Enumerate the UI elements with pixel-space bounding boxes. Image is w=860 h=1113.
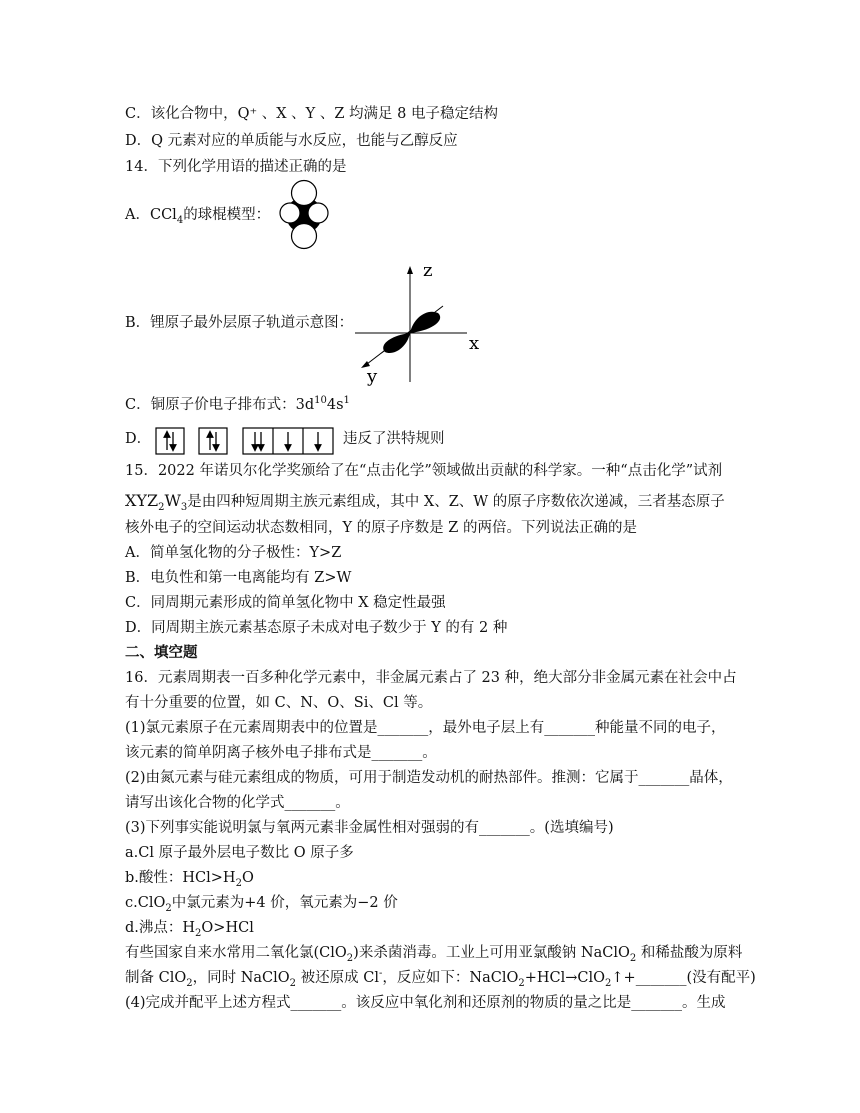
question-16-part2b: 请写出该化合物的化学式_______。 — [125, 795, 350, 811]
question-16-part1b: 该元素的简单阴离子核外电子排布式是_______。 — [125, 745, 437, 761]
question-16-line2: 有十分重要的位置，如 C、N、O、Si、Cl 等。 — [125, 695, 433, 711]
question-16-part4: (4)完成并配平上述方程式_______。该反应中氧化剂和还原剂的物质的量之比是_______。生成 — [125, 995, 726, 1011]
paragraph-line2: 制备 ClO$_2$，同时 NaClO$_2$ 被还原成 Cl-，反应如下：NaClO$_2$+HCl→ClO$_2$↑+_______(没有配平) — [125, 968, 756, 989]
option-15a: A．简单氢化物的分子极性：Y>Z — [125, 545, 342, 561]
option-14d-text: 违反了洪特规则 — [343, 431, 445, 447]
orbital-box-diagram — [155, 425, 341, 457]
question-15-line3: 核外电子的空间运动状态数相同，Y 的原子序数是 Z 的两倍。下列说法正确的是 — [125, 520, 637, 536]
option-14c: C．铜原子价电子排布式：$3d^{10}4s^1$ — [125, 395, 350, 413]
option-13c: C．该化合物中，Q⁺ 、X 、Y 、Z 均满足 8 电子稳定结构 — [125, 106, 498, 122]
p-orbital-diagram — [355, 260, 490, 392]
axis-label-y: y — [367, 366, 378, 387]
ccl4-ball-stick-model — [267, 179, 343, 251]
option-15b: B．电负性和第一电离能均有 Z>W — [125, 570, 352, 586]
question-16-part1a: (1)氯元素原子在元素周期表中的位置是_______，最外电子层上有_______种能量不同的电子， — [125, 720, 726, 736]
question-15-line1: 15．2022 年诺贝尔化学奖颁给了在“点击化学”领域做出贡献的科学家。一种“点击化学”试剂 — [125, 463, 723, 479]
choice-c: c.ClO$_2$中氯元素为+4 价，氧元素为−2 价 — [125, 895, 398, 914]
option-14a: A．CCl$_4$的球棍模型： — [125, 207, 271, 226]
axis-label-z: z — [423, 260, 433, 281]
choice-d: d.沸点：$H_2O>HCl$ — [125, 920, 254, 939]
option-13d: D．Q 元素对应的单质能与水反应，也能与乙醇反应 — [125, 133, 458, 149]
option-14b: B．锂原子最外层原子轨道示意图： — [125, 315, 354, 331]
option-14d-label: D． — [125, 431, 152, 447]
question-16-part3: (3)下列事实能说明氯与氧两元素非金属性相对强弱的有_______。(选填编号) — [125, 820, 614, 836]
choice-a: a.Cl 原子最外层电子数比 O 原子多 — [125, 845, 354, 861]
question-16-part2a: (2)由氮元素与硅元素组成的物质，可用于制造发动机的耐热部件。推测：它属于_______晶体， — [125, 770, 733, 786]
axis-label-x: x — [469, 333, 480, 354]
question-15-line2: $XYZ_2W_3$是由四种短周期主族元素组成，其中 X、Z、W 的原子序数依次递减，三者基态原子 — [125, 491, 725, 513]
question-16-line1: 16．元素周期表一百多种化学元素中，非金属元素占了 23 种，绝大部分非金属元素在社会中占 — [125, 670, 737, 686]
option-15d: D．同周期主族元素基态原子未成对电子数少于 Y 的有 2 种 — [125, 620, 508, 636]
choice-b: b.酸性：$HCl>H_2O$ — [125, 870, 254, 889]
section-heading: 二、填空题 — [125, 644, 198, 661]
paragraph-line1: 有些国家自来水常用二氧化氯(ClO$_2$)来杀菌消毒。工业上可用亚氯酸钠 NaClO$_2$ 和稀盐酸为原料 — [125, 945, 743, 964]
option-15c: C．同周期元素形成的简单氢化物中 X 稳定性最强 — [125, 595, 446, 611]
question-14: 14．下列化学用语的描述正确的是 — [125, 159, 347, 175]
